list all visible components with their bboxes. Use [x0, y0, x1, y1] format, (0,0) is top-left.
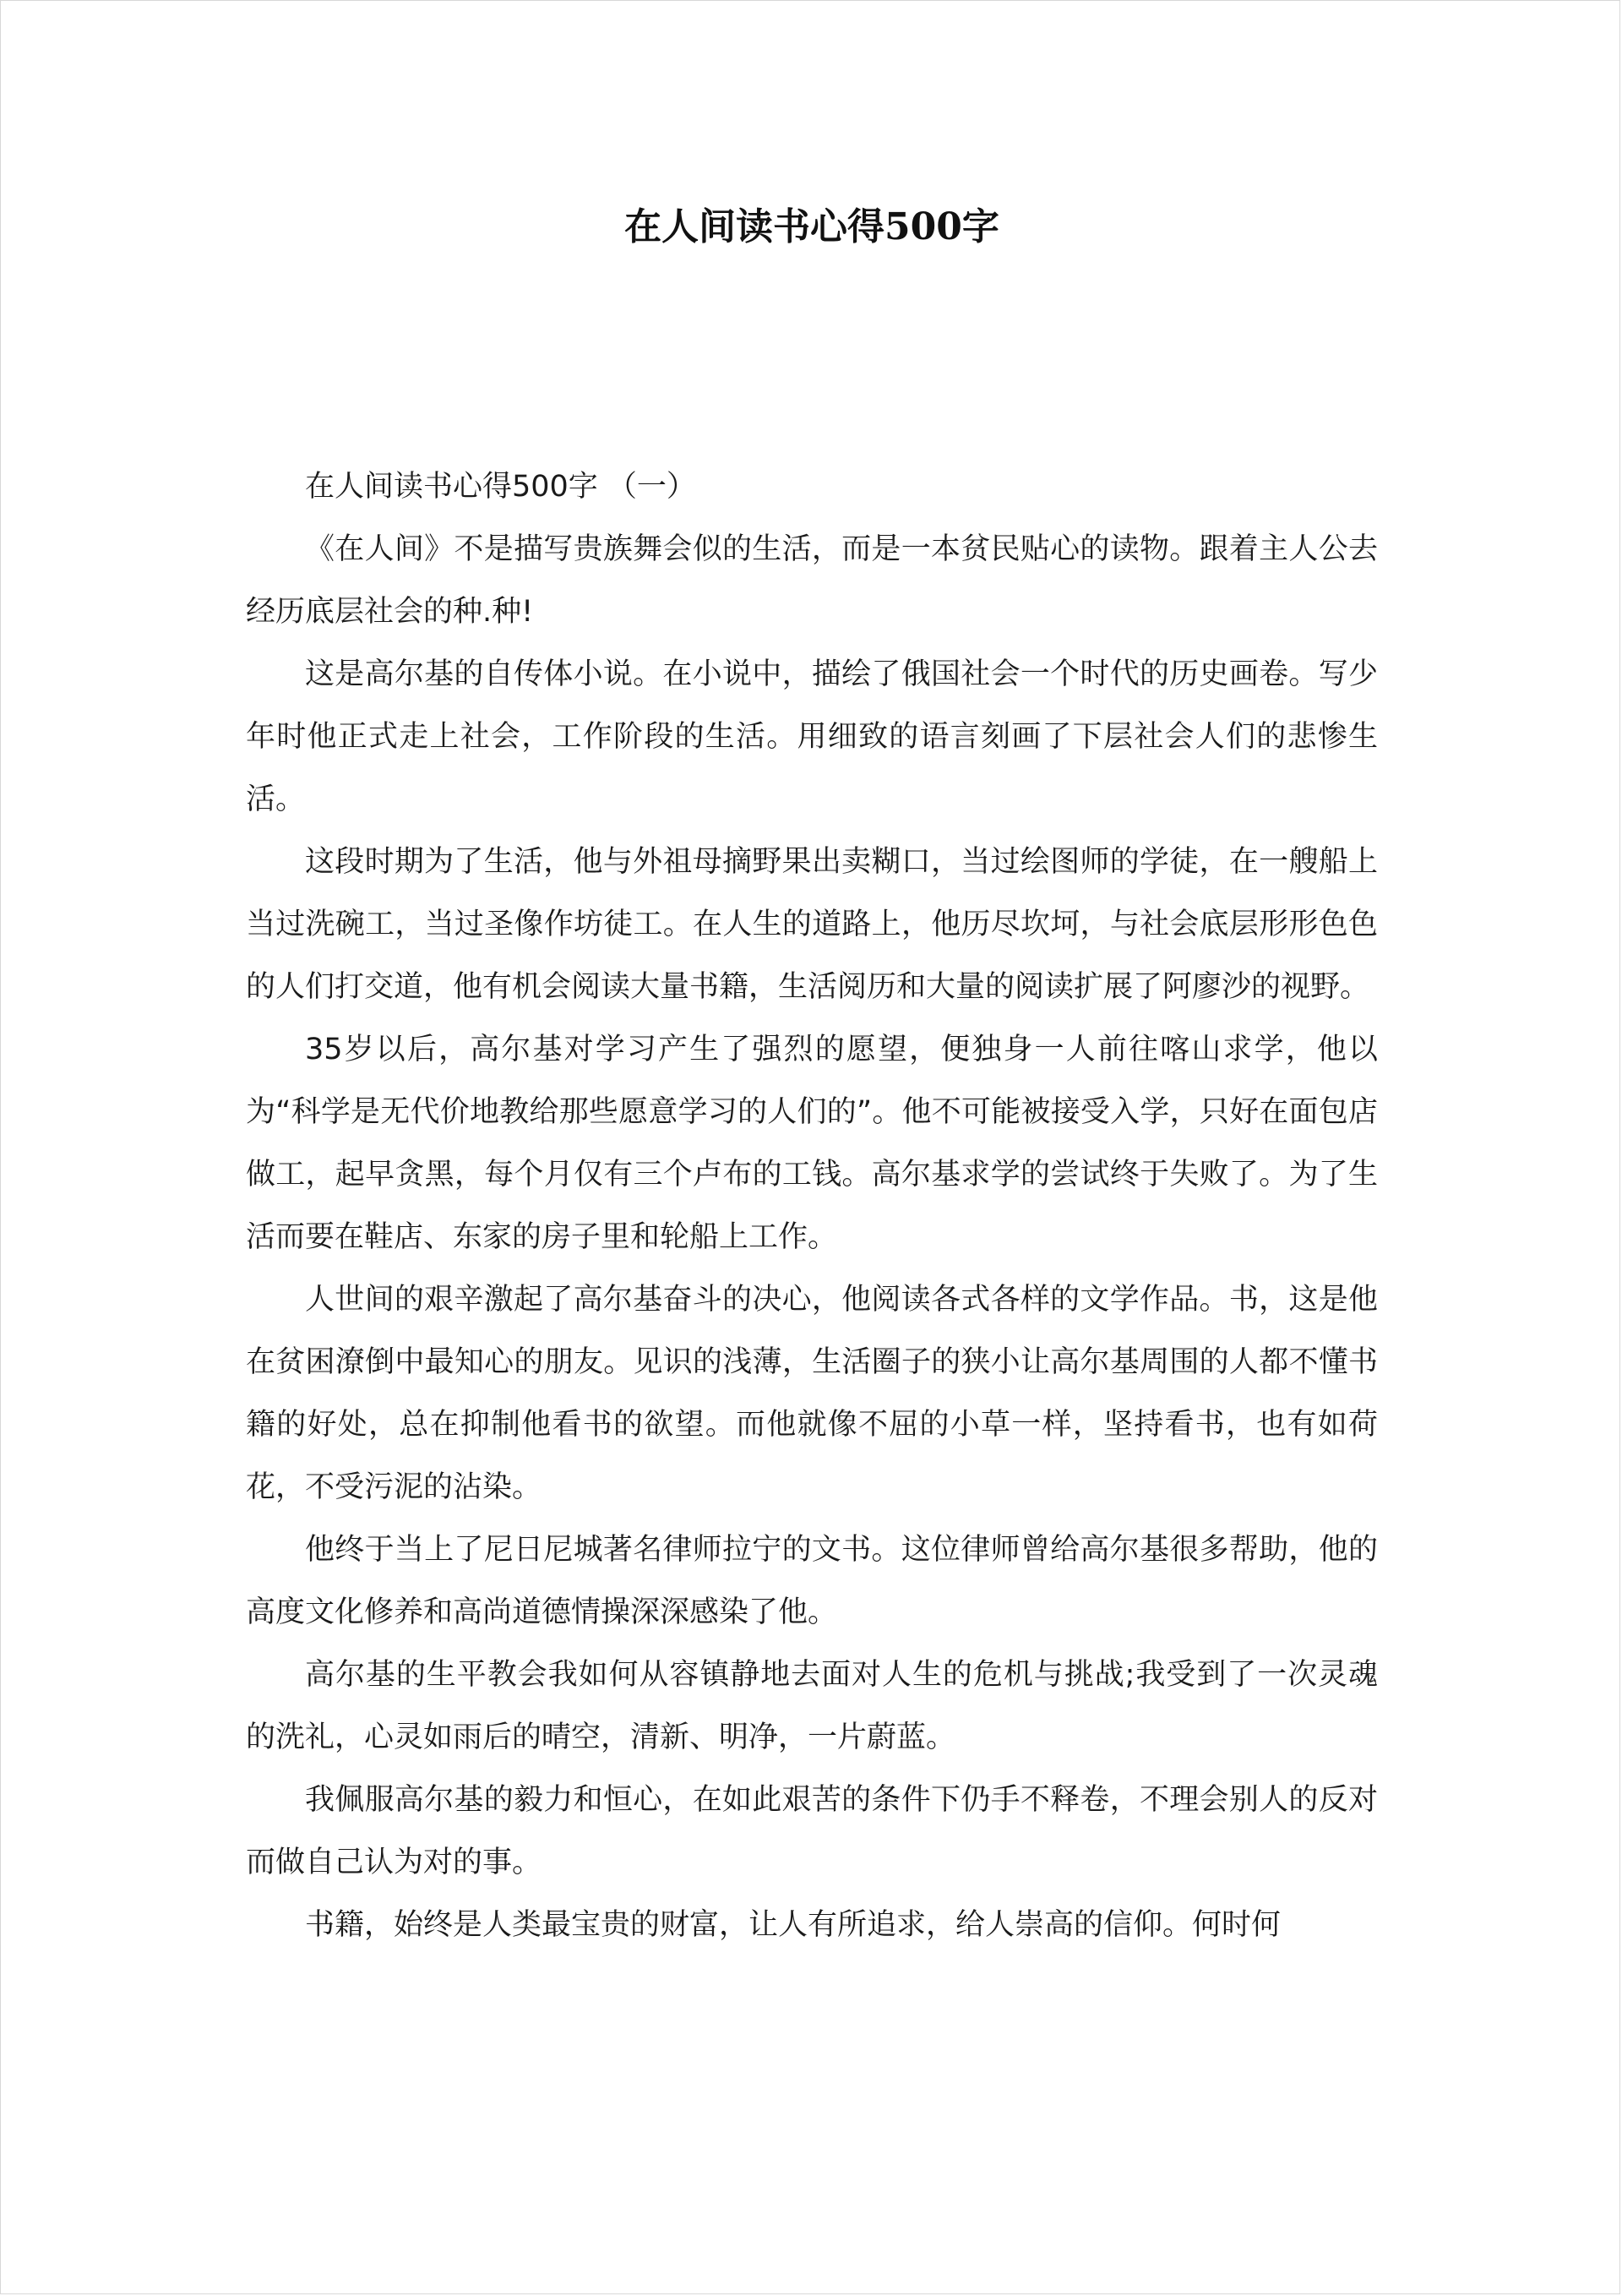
paragraph: 这是高尔基的自传体小说。在小说中，描绘了俄国社会一个时代的历史画卷。写少年时他正式走上社会，工作阶段的生活。用细致的语言刻画了下层社会人们的悲惨生活。: [246, 657, 1378, 816]
paragraph: 书籍，始终是人类最宝贵的财富，让人有所追求，给人崇高的信仰。何时何: [305, 1908, 1282, 1942]
document-body: [246, 455, 1378, 1956]
paragraph: 这段时期为了生活，他与外祖母摘野果出卖糊口，当过绘图师的学徒，在一艘船上当过洗碗工，当过圣像作坊徒工。在人生的道路上，他历尽坎坷，与社会底层形形色色的人们打交道，他有机会阅读大量书籍，生活阅历和大量的阅读扩展了阿廖沙的视野。: [246, 845, 1378, 1004]
paragraph: 我佩服高尔基的毅力和恒心，在如此艰苦的条件下仍手不释卷，不理会别人的反对而做自己认为对的事。: [246, 1783, 1378, 1879]
paragraph: 35岁以后，高尔基对学习产生了强烈的愿望，便独身一人前往喀山求学，他以为“科学是无代价地教给那些愿意学习的人们的”。他不可能被接受入学，只好在面包店做工，起早贪黑，每个月仅有三个卢布的工钱。高尔基求学的尝试终于失败了。为了生活而要在鞋店、东家的房子里和轮船上工作。: [246, 1033, 1378, 1254]
document-title: 在人间读书心得500字: [624, 205, 999, 248]
section-heading: 在人间读书心得500字 （一）: [305, 470, 696, 504]
paragraph: 《在人间》不是描写贵族舞会似的生活，而是一本贫民贴心的读物。跟着主人公去经历底层社会的种.种!: [246, 532, 1378, 629]
paragraph: 他终于当上了尼日尼城著名律师拉宁的文书。这位律师曾给高尔基很多帮助，他的高度文化修养和高尚道德情操深深感染了他。: [246, 1533, 1378, 1629]
paragraph: 人世间的艰辛激起了高尔基奋斗的决心，他阅读各式各样的文学作品。书，这是他在贫困潦倒中最知心的朋友。见识的浅薄，生活圈子的狭小让高尔基周围的人都不懂书籍的好处，总在抑制他看书的欲望。而他就像不屈的小草一样，坚持看书，也有如荷花，不受污泥的沾染。: [246, 1283, 1378, 1504]
paragraph: 高尔基的生平教会我如何从容镇静地去面对人生的危机与挑战;我受到了一次灵魂的洗礼，心灵如雨后的晴空，清新、明净，一片蔚蓝。: [246, 1658, 1378, 1754]
